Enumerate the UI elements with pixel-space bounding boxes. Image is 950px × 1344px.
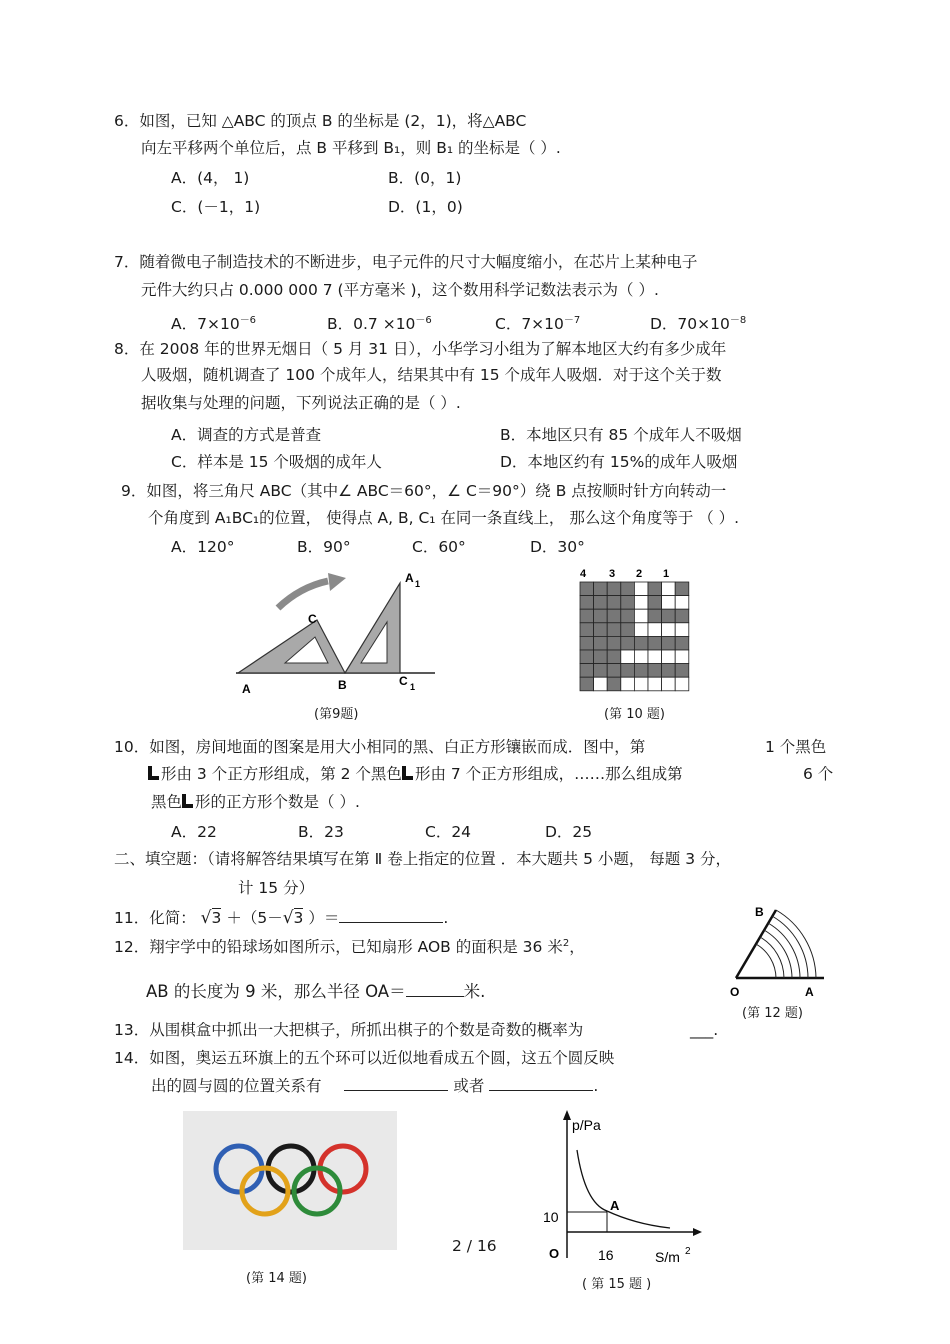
q7-option-b-exp: －6	[415, 315, 432, 326]
grid-tile-white	[648, 623, 662, 637]
q14-line2-mid: 或者	[453, 1077, 485, 1095]
q9-arrow-head	[328, 573, 346, 591]
q6-option-b: B．(0，1)	[388, 169, 462, 187]
q9-label-a: A	[242, 682, 251, 696]
q15-label-x: S/m	[655, 1249, 680, 1265]
q14-line2-end: .	[593, 1077, 599, 1095]
q12-arc-2	[772, 916, 808, 978]
q7-line1: 7．随着微电子制造技术的不断进步，电子元件的尺寸大幅度缩小，在芯片上某种电子	[114, 253, 698, 271]
grid-tile-black	[594, 636, 608, 650]
q10-option-c: C．24	[425, 823, 472, 841]
grid-tile-white	[634, 677, 648, 691]
q11-prefix: 11．化简：	[114, 909, 196, 927]
grid-tile-black	[621, 664, 635, 678]
page-number: 2 / 16	[452, 1237, 497, 1255]
q15-label-y: p/Pa	[572, 1117, 601, 1133]
section2-line1: 二、填空题：（请将解答结果填写在第 Ⅱ 卷上指定的位置 ．本大题共 5 小题， 每题 3 分，	[114, 850, 732, 868]
grid-tile-black	[580, 636, 594, 650]
q9-caption: (第9题)	[314, 707, 359, 722]
section2-line2: 计 15 分）	[238, 879, 315, 897]
grid-tile-white	[621, 677, 635, 691]
grid-tile-black	[621, 582, 635, 596]
q11-end: .	[443, 909, 449, 927]
grid-tile-black	[607, 664, 621, 678]
q12-line1-sup: 2	[562, 938, 570, 949]
q15-label-10: 10	[543, 1209, 559, 1225]
grid-tile-black	[621, 636, 635, 650]
q15-label-x-sup: 2	[685, 1246, 691, 1257]
q15-y-arrow	[563, 1110, 571, 1120]
grid-tile-black	[648, 596, 662, 610]
grid-tile-black	[675, 582, 689, 596]
q15-graph	[535, 1108, 705, 1273]
q14-line2	[151, 1075, 598, 1096]
q10-option-b: B．23	[298, 823, 344, 841]
q8-line3: 据收集与处理的问题，下列说法正确的是（ ）.	[141, 394, 461, 412]
q7-option-b	[327, 311, 432, 334]
grid-tile-black	[607, 623, 621, 637]
grid-tile-white	[634, 609, 648, 623]
q9-triangle-abc	[238, 620, 345, 673]
grid-tile-black	[607, 636, 621, 650]
q12-arc-4	[764, 930, 792, 978]
grid-tile-black	[580, 596, 594, 610]
q11-mid: ＋（5－	[226, 909, 283, 927]
grid-tile-white	[648, 650, 662, 664]
q6-option-a: A．(4， 1)	[171, 169, 250, 187]
q9-label-c: C	[308, 612, 317, 626]
q12-label-b: B	[755, 905, 764, 919]
grid-tile-black	[634, 664, 648, 678]
q9-label-c1: C	[399, 674, 408, 688]
grid-tile-black	[621, 623, 635, 637]
q12-line2-end: 米.	[463, 982, 486, 1001]
q14-line2-text: 出的圆与圆的位置关系有	[151, 1077, 322, 1095]
q6-option-d: D．(1，0)	[388, 198, 463, 216]
q15-label-16: 16	[598, 1247, 614, 1263]
q8-option-c: C．样本是 15 个吸烟的成年人	[171, 453, 382, 471]
grid-tile-white	[634, 582, 648, 596]
grid-tile-black	[607, 677, 621, 691]
grid-tile-black	[648, 609, 662, 623]
grid-tile-black	[594, 609, 608, 623]
grid-tile-white	[662, 677, 676, 691]
q7-option-d-text: D．70×10	[650, 315, 730, 334]
grid-tile-white	[621, 650, 635, 664]
grid-tile-white	[675, 596, 689, 610]
q10-col-label-2: 2	[636, 568, 643, 580]
grid-tile-white	[662, 582, 676, 596]
grid-tile-black	[634, 636, 648, 650]
q10-caption: (第 10 题)	[604, 707, 665, 722]
q9-label-a1-sub: 1	[415, 579, 421, 589]
l-shape-icon	[182, 794, 193, 808]
q10-line3	[151, 792, 360, 812]
q8-line1: 8．在 2008 年的世界无烟日（ 5 月 31 日），小华学习小组为了解本地区大约有多少成年	[114, 340, 727, 358]
q9-line2: 个角度到 A₁BC₁的位置， 使得点 A, B, C₁ 在同一条直线上， 那么这个角度等于 （ ）.	[148, 509, 740, 527]
grid-tile-white	[662, 623, 676, 637]
grid-tile-black	[607, 609, 621, 623]
q12-arc-1	[776, 910, 816, 978]
q10-col-label-3: 3	[609, 568, 616, 580]
q9-option-b: B．90°	[297, 538, 351, 556]
q15-label-a: A	[610, 1198, 620, 1213]
grid-tile-white	[594, 677, 608, 691]
grid-tile-black	[594, 582, 608, 596]
q8-option-a: A．调查的方式是普查	[171, 426, 322, 444]
q10-line1b: 1 个黑色	[765, 738, 827, 756]
q12-sector-figure	[728, 904, 828, 999]
q14-line1: 14．如图，奥运五环旗上的五个环可以近似地看成五个圆，这五个圆反映	[114, 1049, 615, 1067]
q10-line2	[148, 764, 683, 784]
l-shape-icon	[148, 766, 159, 780]
q9-label-b: B	[338, 678, 347, 692]
q10-line2a: 形由 3 个正方形组成，第 2 个黑色	[161, 765, 402, 783]
grid-tile-black	[648, 664, 662, 678]
sqrt-icon: √	[282, 908, 294, 928]
grid-tile-white	[662, 596, 676, 610]
q10-line2b: 形由 7 个正方形组成，……那么组成第	[414, 765, 683, 783]
q12-line1-text: 12．翔宇学中的铅球场如图所示，已知扇形 AOB 的面积是 36 米	[114, 938, 563, 957]
q13-end: ___.	[690, 1021, 719, 1039]
grid-tile-black	[580, 664, 594, 678]
grid-tile-white	[675, 623, 689, 637]
grid-tile-black	[580, 650, 594, 664]
grid-tile-black	[662, 609, 676, 623]
q14-answer-blank-1[interactable]	[344, 1075, 448, 1091]
q12-arc-5	[760, 937, 784, 978]
q10-line3a: 黑色	[151, 793, 183, 811]
grid-tile-black	[662, 664, 676, 678]
q12-line2	[146, 981, 485, 1002]
grid-tile-black	[607, 582, 621, 596]
q13-text: 13．从围棋盒中抓出一大把棋子，所抓出棋子的个数是奇数的概率为	[114, 1021, 584, 1039]
q11-radicand-2: 3	[293, 909, 304, 927]
grid-tile-black	[607, 650, 621, 664]
q10-col-label-1: 1	[663, 568, 670, 580]
q9-line1: 9．如图，将三角尺 ABC（其中∠ ABC＝60°，∠ C＝90°）绕 B 点按顺时针方向转动一	[121, 482, 727, 500]
q10-line2c: 6 个	[803, 765, 834, 783]
q12-label-o: O	[730, 985, 740, 999]
grid-tile-black	[675, 636, 689, 650]
q9-rotation-arrow	[278, 581, 328, 608]
q8-option-d: D．本地区约有 15%的成年人吸烟	[500, 453, 738, 471]
grid-tile-black	[580, 609, 594, 623]
q10-line3b: 形的正方形个数是（ ）.	[195, 793, 360, 811]
grid-tile-black	[648, 582, 662, 596]
q8-line2: 人吸烟，随机调查了 100 个成年人，结果其中有 15 个成年人吸烟．对于这个关于数	[141, 366, 722, 384]
q11-suffix: ）＝	[308, 909, 340, 927]
grid-tile-black	[675, 609, 689, 623]
q7-option-a-text: A．7×10	[171, 315, 240, 334]
q10-col-label-4: 4	[580, 568, 587, 580]
q9-option-d: D．30°	[530, 538, 585, 556]
q8-option-b: B．本地区只有 85 个成年人不吸烟	[500, 426, 742, 444]
q7-option-c	[495, 311, 580, 334]
grid-tile-black	[648, 636, 662, 650]
q9-option-c: C．60°	[412, 538, 466, 556]
q7-option-d	[650, 311, 746, 334]
q6-line1: 6．如图，已知 △ABC 的顶点 B 的坐标是 (2，1)，将△ABC	[114, 112, 527, 130]
olympic-flag-photo	[183, 1111, 397, 1250]
grid-tile-black	[621, 596, 635, 610]
grid-tile-black	[580, 677, 594, 691]
q7-option-a	[171, 311, 256, 334]
grid-tile-black	[594, 596, 608, 610]
grid-tile-white	[634, 623, 648, 637]
q11-radicand-1: 3	[211, 909, 222, 927]
l-shape-icon	[402, 766, 413, 780]
q15-curve	[577, 1150, 670, 1228]
grid-tile-black	[594, 650, 608, 664]
q10-option-d: D．25	[545, 823, 593, 841]
q15-caption: ( 第 15 题 )	[582, 1277, 652, 1292]
q6-option-c: C．(－1，1)	[171, 198, 261, 216]
q7-option-c-text: C．7×10	[495, 315, 564, 334]
q14-caption: (第 14 题)	[246, 1271, 307, 1286]
grid-tile-white	[648, 677, 662, 691]
q7-option-b-text: B．0.7 ×10	[327, 315, 416, 334]
q10-tile-grid	[574, 565, 694, 695]
q12-line1-end: ，	[569, 938, 585, 957]
grid-tile-black	[662, 636, 676, 650]
q12-arc-6	[756, 944, 776, 978]
grid-tile-white	[662, 650, 676, 664]
q15-label-o: O	[549, 1246, 560, 1261]
grid-tile-black	[607, 596, 621, 610]
olympic-rings	[183, 1111, 397, 1250]
q12-line1	[114, 934, 585, 957]
q7-option-d-exp: －8	[729, 315, 747, 326]
q12-caption: (第 12 题)	[742, 1006, 803, 1021]
grid-tile-white	[675, 677, 689, 691]
grid-tile-white	[634, 596, 648, 610]
q7-option-a-exp: －6	[239, 315, 257, 326]
q10-line1a: 10．如图，房间地面的图案是用大小相同的黑、白正方形镶嵌而成．图中，第	[114, 738, 646, 756]
q9-label-a1: A	[405, 571, 414, 585]
grid-tile-black	[621, 609, 635, 623]
q12-answer-blank[interactable]	[406, 981, 464, 997]
q14-answer-blank-2[interactable]	[489, 1075, 593, 1091]
grid-tile-black	[594, 664, 608, 678]
q7-line2: 元件大约只占 0.000 000 7 (平方毫米 )，这个数用科学记数法表示为（ ）.	[141, 281, 659, 299]
q7-option-c-exp: －7	[563, 315, 581, 326]
grid-tile-black	[580, 582, 594, 596]
q6-line2: 向左平移两个单位后，点 B 平移到 B₁，则 B₁ 的坐标是（ ）.	[141, 139, 561, 157]
q11-answer-blank[interactable]	[339, 907, 443, 923]
q15-x-arrow	[693, 1228, 702, 1236]
grid-tile-black	[675, 664, 689, 678]
grid-tile-black	[580, 623, 594, 637]
grid-tile-black	[594, 623, 608, 637]
grid-tile-white	[634, 650, 648, 664]
sqrt-icon: √	[200, 908, 212, 928]
q9-option-a: A．120°	[171, 538, 235, 556]
grid-tile-white	[675, 650, 689, 664]
q9-triangle-figure	[230, 565, 440, 700]
q9-label-c1-sub: 1	[410, 682, 416, 692]
q10-option-a: A．22	[171, 823, 217, 841]
q11-line	[114, 907, 448, 928]
q12-line2-text: AB 的长度为 9 米，那么半径 OA＝	[146, 982, 406, 1001]
q12-label-a: A	[805, 985, 814, 999]
